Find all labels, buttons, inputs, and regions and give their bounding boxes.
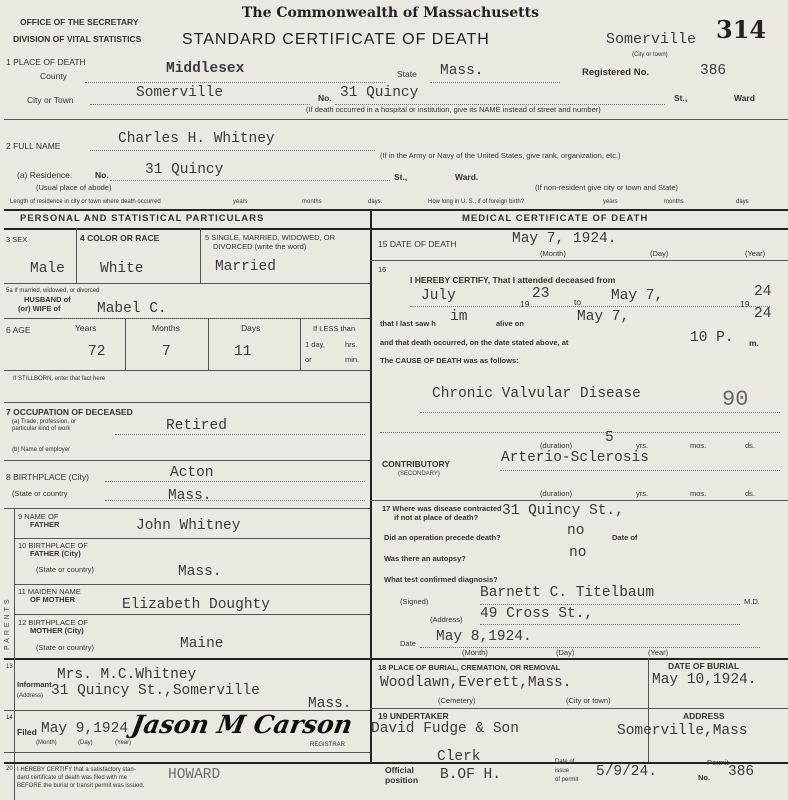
mother-birthplace-label-2: MOTHER (City)	[30, 626, 84, 635]
divider	[4, 119, 788, 120]
army-note: (If in the Army or Navy of the United States, give rank, organization, etc.)	[380, 151, 621, 160]
father-label: FATHER	[30, 520, 60, 529]
registrar-label: REGISTRAR	[310, 742, 346, 748]
fill-line	[430, 82, 560, 83]
date-issue-label-2: issue	[555, 768, 570, 774]
divider	[4, 283, 370, 284]
cause-of-death: Chronic Valvular Disease	[432, 386, 641, 402]
date-issue-label-3: of permit	[555, 777, 579, 783]
date-of-issue: 5/9/24.	[596, 764, 657, 780]
fill-line	[380, 432, 780, 433]
father-birthplace-label-2: FATHER (City)	[30, 549, 81, 558]
divider	[125, 318, 126, 370]
yrs-label: yrs.	[636, 441, 649, 450]
marital-label-2: DIVORCED (write the word)	[213, 242, 307, 251]
section-rule	[4, 762, 788, 764]
section-rule	[4, 209, 788, 211]
marital-value: Married	[215, 259, 276, 275]
days-label-2: days	[736, 199, 749, 205]
mother-label: OF MOTHER	[30, 595, 75, 604]
official-position-2: B.OF H.	[440, 767, 501, 783]
alive-on-date: May 7,	[577, 309, 630, 325]
attended-from-month: July	[421, 288, 456, 304]
st-label: St.,	[674, 93, 688, 103]
age-months-label: Months	[152, 323, 180, 333]
residence-st-label: St.,	[394, 172, 408, 182]
header-city: Somerville	[606, 31, 697, 48]
father-birthplace-label: 10 BIRTHPLACE OF	[18, 541, 88, 550]
alive-on-label: alive on	[496, 319, 524, 328]
color-value: White	[100, 261, 144, 277]
divider	[76, 228, 77, 283]
birthplace-state-label: (State or country	[12, 489, 68, 498]
permit-signer: HOWARD	[168, 767, 221, 783]
fill-line	[85, 82, 385, 83]
autopsy-value: no	[569, 545, 587, 561]
header-city-caption: (City or town)	[632, 52, 668, 58]
permit-num: 20	[6, 766, 13, 772]
last-saw-label: that I last saw h	[380, 319, 436, 328]
divider	[208, 318, 209, 370]
parents-vertical-label: PARENTS	[4, 596, 11, 650]
informant-address-2: Mass.	[308, 696, 352, 712]
filed-month-caption: (Month)	[36, 740, 57, 746]
fill-line	[500, 470, 780, 471]
death-stated-label: and that death occurred, on the date stated above, at	[380, 338, 569, 347]
occupation-label: 7 OCCUPATION OF DECEASED	[6, 407, 133, 417]
filed-label: Filed	[17, 727, 37, 737]
residence-ward-label: Ward.	[455, 172, 479, 182]
signed-day-caption: (Day)	[556, 648, 575, 657]
city-value: Somerville	[136, 85, 224, 101]
hospital-note: (If death occurred in a hospital or institution, give its NAME instead of street and number)	[306, 105, 601, 114]
divider	[14, 614, 370, 615]
father-birthplace: Mass.	[178, 564, 222, 580]
residence-no-label: No.	[95, 170, 109, 180]
father-bp-state-label: (State or country)	[36, 565, 94, 574]
parents-divider	[14, 508, 15, 658]
section-rule	[4, 228, 788, 230]
test-label: What test confirmed diagnosis?	[384, 575, 498, 584]
spouse-value: Mabel C.	[97, 301, 167, 317]
length-of-residence-label: Length of residence in city or town where death occurred	[10, 199, 161, 205]
date-of-death-label: 15 DATE OF DEATH	[378, 239, 457, 249]
fill-line	[62, 318, 362, 319]
alive-on-year: 24	[754, 306, 772, 322]
mos-label-2: mos.	[690, 489, 707, 498]
registered-no: 386	[700, 63, 727, 79]
spouse-label-1: 5a If married, widowed, or divorced	[6, 288, 100, 294]
burial-place: Woodlawn,Everett,Mass.	[380, 675, 572, 691]
office-label: OFFICE OF THE SECRETARY	[20, 17, 139, 27]
ds-label-2: ds.	[745, 489, 756, 498]
divider	[14, 658, 15, 800]
street-value: 31 Quincy	[340, 85, 419, 101]
official-label-2: position	[385, 775, 419, 785]
center-divider	[370, 209, 372, 659]
address-label: (Address)	[430, 615, 463, 624]
permit-text-3: BEFORE the burial or transit permit was issued.	[17, 783, 145, 789]
signed-date-label: Date	[400, 639, 416, 648]
fill-line	[410, 306, 770, 307]
spouse-label-3: (or) WIFE of	[18, 304, 61, 313]
signed-label: (Signed)	[400, 597, 429, 606]
us-residence-label: How long in U. S., if of foreign birth?	[428, 199, 525, 205]
burial-city-caption: (City or town)	[566, 696, 611, 705]
undertaker-address-label: ADDRESS	[683, 711, 725, 721]
undertaker-name: David Fudge & Son	[371, 721, 519, 737]
registrar-signature: Jason M Carson	[129, 710, 355, 739]
attended-from-day: 23	[532, 286, 550, 302]
ds-label: ds.	[745, 441, 756, 450]
last-saw-him: im	[450, 309, 468, 325]
fill-line	[110, 180, 390, 181]
mother-birthplace-label: 12 BIRTHPLACE OF	[18, 618, 88, 627]
divider	[370, 500, 788, 501]
age-months-value: 7	[162, 344, 171, 360]
divider	[370, 658, 372, 762]
usual-abode-label: (Usual place of abode)	[36, 183, 112, 192]
divider	[4, 402, 370, 403]
attended-to-year: 24	[754, 284, 772, 300]
duration-value: 5	[605, 430, 614, 446]
one-day-label: 1 day,	[305, 340, 325, 349]
date-of-death: May 7, 1924.	[512, 231, 617, 247]
informant-name: Mrs. M.C.Whitney	[57, 667, 197, 683]
operation-label: Did an operation precede death?	[384, 533, 501, 542]
marital-label-1: 5 SINGLE, MARRIED, WIDOWED, OR	[205, 233, 336, 242]
divider	[4, 508, 370, 509]
days-label: days.	[368, 199, 383, 205]
divider	[14, 584, 370, 585]
divider	[14, 538, 370, 539]
fill-line	[420, 412, 780, 413]
division-label: DIVISION OF VITAL STATISTICS	[13, 34, 142, 44]
to-label: to	[574, 297, 582, 307]
medical-heading: MEDICAL CERTIFICATE OF DEATH	[462, 213, 649, 224]
month-caption: (Month)	[540, 249, 566, 258]
sex-value: Male	[30, 261, 65, 277]
fill-line	[480, 624, 740, 625]
months-label: months	[302, 199, 322, 205]
year-prefix-2: 19	[740, 299, 750, 309]
age-years-label: Years	[75, 323, 97, 333]
color-label: 4 COLOR OR RACE	[80, 233, 160, 243]
divider	[300, 318, 301, 370]
fill-line	[480, 604, 740, 605]
operation-value: no	[567, 523, 585, 539]
commonwealth-heading: The Commonwealth of Massachusetts	[242, 5, 539, 21]
divider	[370, 260, 788, 261]
personal-heading: PERSONAL AND STATISTICAL PARTICULARS	[20, 213, 265, 224]
contracted-label-1: 17 Where was disease contracted	[382, 504, 502, 513]
age-years-value: 72	[88, 344, 106, 360]
place-of-death-label: 1 PLACE OF DEATH	[6, 57, 86, 67]
years-label: years	[233, 199, 248, 205]
stillborn-label: If STILLBORN, enter that fact here	[13, 376, 106, 382]
official-position-1: Clerk	[437, 749, 481, 765]
filed-day-caption: (Day)	[78, 740, 93, 746]
fill-line	[90, 150, 375, 151]
informant-address-label: (Address)	[17, 693, 44, 699]
less-than-label: If LESS than	[313, 324, 356, 333]
section-rule	[4, 658, 788, 660]
age-days-label: Days	[241, 323, 261, 333]
months-label-2: months	[664, 199, 684, 205]
burial-date: May 10,1924.	[652, 672, 757, 688]
father-value: John Whitney	[136, 518, 241, 534]
divider	[648, 658, 649, 762]
mos-label: mos.	[690, 441, 707, 450]
physician-address: 49 Cross St.,	[480, 606, 594, 622]
fill-line	[105, 481, 365, 482]
county-label: County	[40, 71, 67, 81]
filed-year-caption: (Year)	[115, 740, 132, 746]
md-label: M.D.	[744, 597, 760, 606]
fill-line	[105, 500, 365, 501]
divider	[4, 460, 370, 461]
informant-label: Informant	[17, 680, 52, 689]
divider	[4, 370, 370, 371]
hrs-label: hrs.	[345, 340, 358, 349]
fill-line	[90, 104, 310, 105]
informant-address: 31 Quincy St.,Somerville	[51, 683, 260, 699]
years-label-2: years	[603, 199, 618, 205]
permit-text-1: I HEREBY CERTIFY that a satisfactory stan-	[17, 767, 136, 773]
father-name-label: 9 NAME OF	[18, 512, 59, 521]
contributory-cause: Arterio-Sclerosis	[501, 450, 649, 466]
signed-month-caption: (Month)	[462, 648, 488, 657]
contracted-label-2: if not at place of death?	[394, 513, 479, 522]
age-label: 6 AGE	[6, 325, 31, 335]
occupation-sub-1: (a) Trade, profession, or	[12, 419, 77, 425]
contributory-label: CONTRIBUTORY	[382, 459, 450, 469]
filed-date: May 9,1924	[41, 721, 129, 737]
sex-label: 3 SEX	[6, 235, 28, 244]
m-label: m.	[749, 338, 759, 348]
nonresident-note: (If non-resident give city or town and State)	[535, 183, 678, 192]
residence-label: (a) Residence.	[17, 170, 73, 180]
divider	[370, 708, 788, 709]
duration-label-2: (duration)	[540, 489, 573, 498]
duration-label: (duration)	[540, 441, 573, 450]
certificate-title: STANDARD CERTIFICATE OF DEATH	[182, 31, 490, 48]
secondary-label: (SECONDARY)	[398, 471, 440, 477]
date-of-label: Date of	[612, 533, 638, 542]
mother-value: Elizabeth Doughty	[122, 597, 270, 613]
year-caption: (Year)	[745, 249, 766, 258]
county-value: Middlesex	[166, 61, 245, 77]
city-or-town-label: City or Town	[27, 95, 74, 105]
full-name-label: 2 FULL NAME	[6, 141, 61, 151]
state-value: Mass.	[440, 63, 484, 79]
undertaker-address: Somerville,Mass	[617, 723, 748, 739]
yrs-label-2: yrs.	[636, 489, 649, 498]
min-label: min.	[345, 355, 360, 364]
divider	[200, 228, 201, 283]
fill-line	[335, 104, 665, 105]
permit-label-2: No.	[698, 773, 711, 782]
employer-label: (b) Name of employer	[12, 447, 71, 453]
permit-label-1: Permit	[707, 758, 729, 767]
mother-bp-state-label: (State or country)	[36, 643, 94, 652]
divider	[4, 752, 370, 753]
official-label-1: Official	[385, 765, 414, 775]
day-caption: (Day)	[650, 249, 669, 258]
certify-text: I HEREBY CERTIFY, That I attended deceased from	[410, 275, 616, 285]
age-days-value: 11	[234, 344, 252, 360]
ward-label: Ward	[734, 93, 755, 103]
or-label: or	[305, 355, 312, 364]
cemetery-caption: (Cemetery)	[438, 696, 476, 705]
mother-name-label: 11 MAIDEN NAME	[18, 587, 81, 596]
date-issue-label-1: Date of	[555, 759, 575, 765]
cause-label: The CAUSE OF DEATH was as follows:	[380, 356, 519, 365]
date-of-burial-label: DATE OF BURIAL	[668, 661, 740, 671]
residence-value: 31 Quincy	[145, 162, 224, 178]
birthplace-state: Mass.	[168, 488, 212, 504]
signed-date: May 8,1924.	[436, 629, 532, 645]
physician-name: Barnett C. Titelbaum	[480, 585, 655, 601]
occupation-value: Retired	[166, 418, 227, 434]
contracted-value: 31 Quincy St.,	[502, 503, 624, 519]
undertaker-label: 19 UNDERTAKER	[378, 711, 449, 721]
registered-label: Registered No.	[582, 67, 650, 78]
full-name-value: Charles H. Whitney	[118, 131, 275, 147]
year-prefix: 19	[520, 299, 530, 309]
fill-line	[420, 647, 760, 648]
death-time: 10 P.	[690, 330, 734, 346]
certificate-number: 314	[716, 15, 767, 44]
mother-birthplace: Maine	[180, 636, 224, 652]
permit-number: 386	[728, 764, 755, 780]
signed-year-caption: (Year)	[648, 648, 669, 657]
fill-line	[115, 434, 365, 435]
filed-num: 14	[6, 715, 13, 721]
attended-to-date: May 7,	[611, 288, 664, 304]
certify-num: 16	[378, 265, 387, 274]
permit-text-2: dard certificate of death was filed with me	[17, 775, 128, 781]
occupation-sub-2: particular kind of work	[12, 426, 71, 432]
informant-num: 13	[6, 664, 13, 670]
birthplace-label: 8 BIRTHPLACE (City)	[6, 472, 89, 482]
autopsy-label: Was there an autopsy?	[384, 554, 466, 563]
birthplace-city: Acton	[170, 465, 214, 481]
state-label: State	[397, 69, 417, 79]
street-no-label: No.	[318, 93, 332, 103]
cause-code: 90	[722, 387, 749, 412]
burial-label: 18 PLACE OF BURIAL, CREMATION, OR REMOVAL	[378, 663, 561, 672]
spouse-label-2: HUSBAND of	[24, 295, 71, 304]
